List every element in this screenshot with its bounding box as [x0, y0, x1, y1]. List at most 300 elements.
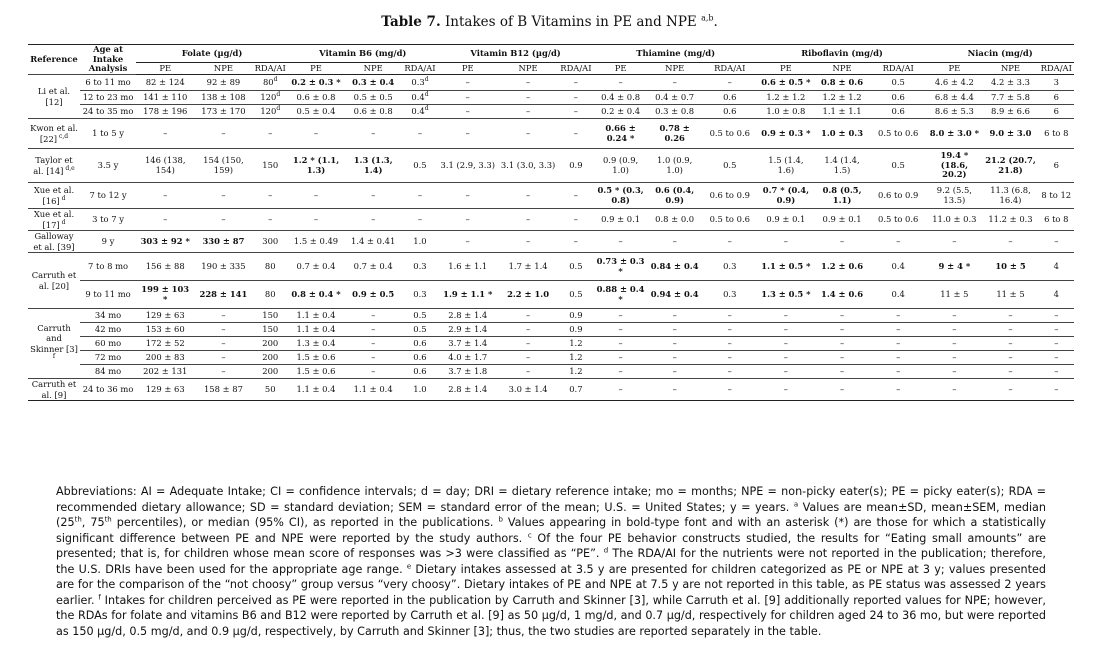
value-cell	[402, 365, 437, 379]
subheader-npe: NPE	[814, 63, 870, 75]
value-cell	[1039, 337, 1074, 351]
value-text: 0.7 ± 0.4	[353, 260, 393, 271]
footnote-mark: f	[98, 592, 101, 601]
value-cell	[136, 119, 194, 149]
value-text: –	[952, 309, 957, 320]
table-row	[28, 323, 1074, 337]
header-vitamin-b12: Vitamin B12 (µg/d)	[438, 45, 594, 63]
value-text: 50	[264, 383, 276, 394]
subheader-npe: NPE	[648, 63, 702, 75]
value-cell	[253, 309, 288, 323]
value-text: 2.8 ± 1.4	[448, 383, 488, 394]
value-text: 8.0 ± 3.0 *	[929, 127, 979, 138]
value-text: –	[573, 105, 578, 116]
value-text: 0.5	[891, 76, 905, 87]
value-cell	[594, 379, 648, 401]
table-row	[28, 119, 1074, 149]
value-text: –	[525, 105, 531, 116]
value-cell	[1039, 309, 1074, 323]
value-text: –	[672, 351, 677, 362]
value-text: –	[672, 76, 677, 87]
value-cell	[194, 323, 252, 337]
value-cell	[926, 309, 982, 323]
value-text: 0.2 ± 0.3 *	[291, 76, 341, 87]
value-text: –	[727, 337, 732, 348]
value-cell	[926, 75, 982, 91]
footnote-text: Values appearing in bold-type font and with an asterisk (*) are those for which a statistically significant difference between PE and NPE were reported by the study authors.	[56, 516, 1046, 545]
value-cell	[344, 105, 402, 119]
value-cell	[648, 309, 702, 323]
value-cell	[438, 183, 498, 209]
value-text: –	[672, 235, 677, 246]
value-cell	[758, 209, 814, 231]
value-cell	[344, 281, 402, 309]
value-text: 154 (150, 159)	[203, 154, 244, 175]
table-row	[28, 209, 1074, 231]
value-cell	[870, 379, 926, 401]
value-text: –	[221, 127, 226, 138]
value-cell	[982, 281, 1038, 309]
value-cell	[982, 309, 1038, 323]
value-cell	[702, 119, 758, 149]
age-cell: 12 to 23 mo	[80, 91, 136, 105]
value-text: 0.9 ± 0.3 *	[761, 127, 811, 138]
value-cell	[194, 351, 252, 365]
value-text: –	[573, 213, 578, 224]
reference-cell	[28, 183, 80, 209]
value-text: 300	[262, 235, 279, 246]
value-text: –	[313, 127, 319, 138]
value-cell	[498, 231, 558, 253]
subheader-rda: RDA/AI	[253, 63, 288, 75]
value-cell	[136, 75, 194, 91]
footnote-mark: d	[603, 546, 609, 555]
value-cell	[288, 365, 344, 379]
value-cell	[594, 253, 648, 281]
value-text: 1.3 ± 0.5 *	[761, 288, 811, 299]
value-cell	[926, 323, 982, 337]
value-cell	[648, 351, 702, 365]
value-cell	[438, 253, 498, 281]
value-cell	[758, 119, 814, 149]
value-cell	[870, 149, 926, 183]
value-cell	[870, 183, 926, 209]
value-cell	[702, 323, 758, 337]
value-cell	[648, 337, 702, 351]
value-cell	[1039, 231, 1074, 253]
value-text: 4.6 ± 4.2	[934, 76, 974, 87]
age-cell: 3.5 y	[80, 149, 136, 183]
value-cell	[344, 183, 402, 209]
age-cell: 84 mo	[80, 365, 136, 379]
age-cell: 3 to 7 y	[80, 209, 136, 231]
value-text: 0.6 (0.4, 0.9)	[655, 184, 695, 205]
value-text: –	[783, 365, 788, 376]
value-cell	[594, 105, 648, 119]
value-cell	[702, 105, 758, 119]
value-text: –	[783, 351, 788, 362]
value-text: 0.6 ± 0.8	[296, 91, 336, 102]
value-text: 21.2 (20.7, 21.8)	[985, 154, 1036, 175]
value-cell	[194, 253, 252, 281]
value-cell	[253, 209, 288, 231]
subheader-pe: PE	[594, 63, 648, 75]
subheader-npe: NPE	[982, 63, 1038, 75]
value-cell	[194, 281, 252, 309]
value-text: 1.1 ± 0.4	[296, 309, 336, 320]
value-cell	[402, 75, 437, 91]
value-cell	[253, 379, 288, 401]
value-text: –	[163, 189, 168, 200]
subheader-pe: PE	[136, 63, 194, 75]
value-cell	[498, 309, 558, 323]
value-text: 120	[260, 105, 277, 116]
value-text: –	[896, 337, 901, 348]
value-cell	[344, 75, 402, 91]
value-cell	[648, 105, 702, 119]
value-cell	[926, 91, 982, 105]
value-cell	[438, 105, 498, 119]
value-cell	[136, 209, 194, 231]
age-cell: 6 to 11 mo	[80, 75, 136, 91]
value-cell	[558, 379, 593, 401]
value-text: 190 ± 335	[201, 260, 246, 271]
value-cell	[758, 183, 814, 209]
value-cell	[288, 323, 344, 337]
value-cell	[498, 209, 558, 231]
footnote-text: , 75	[81, 516, 105, 529]
value-cell	[438, 309, 498, 323]
value-cell	[702, 351, 758, 365]
reference-text: Carruth et al. [9]	[31, 379, 77, 400]
value-cell	[288, 105, 344, 119]
subheader-rda: RDA/AI	[402, 63, 437, 75]
table-row	[28, 105, 1074, 119]
value-text: 228 ± 141	[199, 288, 248, 299]
value-cell	[194, 209, 252, 231]
value-text: 92 ± 89	[206, 76, 241, 87]
value-text: 0.6	[891, 91, 905, 102]
value-text: 2.8 ± 1.4	[448, 309, 488, 320]
value-text: 1.0	[413, 235, 427, 246]
value-cell	[702, 309, 758, 323]
value-text: –	[727, 351, 732, 362]
table-footnotes	[56, 484, 1046, 639]
value-cell	[136, 379, 194, 401]
value-cell	[814, 209, 870, 231]
value-text: –	[727, 323, 732, 334]
value-cell	[814, 281, 870, 309]
value-cell	[402, 209, 437, 231]
value-cell	[558, 253, 593, 281]
value-text: –	[465, 235, 470, 246]
value-cell	[648, 209, 702, 231]
table-row	[28, 183, 1074, 209]
value-text: 0.6 ± 0.5 *	[761, 76, 811, 87]
reference-text: Kwon et al. [22]	[30, 123, 78, 144]
value-text: 0.88 ± 0.4 *	[596, 283, 645, 304]
value-text: 199 ± 103 *	[141, 283, 190, 304]
value-cell	[344, 351, 402, 365]
value-text: 0.3	[413, 288, 427, 299]
value-text: 156 ± 88	[145, 260, 185, 271]
value-text: 0.73 ± 0.3 *	[596, 255, 645, 276]
value-cell	[136, 337, 194, 351]
value-text: –	[952, 351, 957, 362]
reference-cell	[28, 119, 80, 149]
value-text: 0.4 ± 0.8	[601, 91, 641, 102]
value-text: 3.1 (2.9, 3.3)	[440, 159, 496, 170]
value-text: 2.2 ± 1.0	[507, 288, 550, 299]
value-cell	[438, 337, 498, 351]
value-text: 200 ± 83	[145, 351, 185, 362]
value-cell	[288, 309, 344, 323]
value-text: 0.8 (0.5, 1.1)	[822, 184, 862, 205]
value-cell	[982, 75, 1038, 91]
value-cell	[982, 105, 1038, 119]
value-text: –	[371, 351, 376, 362]
value-text: –	[672, 383, 677, 394]
value-text: 0.84 ± 0.4	[650, 260, 699, 271]
value-cell	[758, 309, 814, 323]
value-cell	[194, 183, 252, 209]
value-cell	[498, 365, 558, 379]
value-text: –	[839, 337, 845, 348]
value-cell	[558, 337, 593, 351]
value-text: –	[525, 337, 531, 348]
value-text: –	[672, 309, 677, 320]
value-cell	[594, 337, 648, 351]
value-text: –	[465, 105, 470, 116]
value-cell	[438, 91, 498, 105]
value-cell	[1039, 323, 1074, 337]
value-text: 9 ± 4 *	[938, 260, 971, 271]
subheader-pe: PE	[926, 63, 982, 75]
value-text: 1.0	[413, 383, 427, 394]
reference-footnote: f	[52, 352, 56, 360]
header-vitamin-b6: Vitamin B6 (mg/d)	[288, 45, 438, 63]
value-cell	[814, 183, 870, 209]
value-cell	[288, 351, 344, 365]
value-text: 0.9 ± 0.5	[352, 288, 395, 299]
value-text: 0.4 ± 0.7	[655, 91, 695, 102]
value-cell	[870, 209, 926, 231]
value-cell	[402, 91, 437, 105]
value-text: 1.4 ± 0.41	[351, 235, 396, 246]
value-text: –	[313, 189, 319, 200]
value-cell	[702, 337, 758, 351]
value-cell	[926, 365, 982, 379]
value-cell	[594, 309, 648, 323]
value-cell	[253, 183, 288, 209]
value-text: 0.66 ± 0.24 *	[605, 122, 636, 143]
value-cell	[648, 119, 702, 149]
value-cell	[982, 379, 1038, 401]
value-text: –	[465, 189, 470, 200]
value-cell	[758, 75, 814, 91]
value-cell	[814, 91, 870, 105]
table-row	[28, 309, 1074, 323]
footnote-mark: a	[793, 499, 799, 508]
value-text: –	[371, 309, 376, 320]
value-text: 150	[262, 309, 279, 320]
value-cell	[498, 351, 558, 365]
footnote-text: percentiles), or median (95% CI), as reported in the publications.	[111, 516, 499, 529]
value-text: –	[573, 91, 578, 102]
value-cell	[702, 253, 758, 281]
value-cell	[402, 337, 437, 351]
value-text: 6 to 8	[1044, 213, 1069, 224]
value-cell	[438, 209, 498, 231]
footnote-text: The RDA/AI for the nutrients were not reported in the publication; therefore, the U.S. DRIs have been used for the appropriate age range.	[56, 547, 1046, 576]
value-text: 6 to 8	[1044, 127, 1069, 138]
value-cell	[982, 337, 1038, 351]
value-text: 0.5 to 0.6	[878, 127, 919, 138]
value-text: 0.5	[413, 323, 427, 334]
value-text: 178 ± 196	[143, 105, 188, 116]
value-text: –	[525, 365, 531, 376]
value-footnote: d	[273, 75, 278, 83]
value-cell	[438, 365, 498, 379]
value-text: –	[672, 365, 677, 376]
value-text: 0.6	[413, 351, 427, 362]
value-text: 0.9	[569, 309, 583, 320]
footnote-mark: e	[406, 561, 412, 570]
value-cell	[402, 253, 437, 281]
value-text: 0.78 ± 0.26	[659, 122, 690, 143]
value-cell	[344, 209, 402, 231]
value-cell	[498, 379, 558, 401]
subheader-npe: NPE	[194, 63, 252, 75]
value-text: –	[221, 323, 226, 334]
value-cell	[594, 91, 648, 105]
value-text: 0.5 to 0.6	[709, 213, 750, 224]
value-text: –	[1008, 383, 1013, 394]
subheader-pe: PE	[438, 63, 498, 75]
value-text: 1.0 ± 0.8	[766, 105, 806, 116]
value-text: 4	[1053, 288, 1059, 299]
value-text: –	[465, 76, 470, 87]
value-cell	[926, 149, 982, 183]
value-text: –	[465, 127, 470, 138]
reference-cell	[28, 75, 80, 119]
value-text: 11.3 (6.8, 16.4)	[990, 184, 1031, 205]
value-cell	[253, 365, 288, 379]
value-text: 0.9 ± 0.1	[601, 213, 641, 224]
value-text: 6	[1053, 159, 1059, 170]
value-text: 4	[1053, 260, 1059, 271]
value-text: –	[268, 127, 273, 138]
value-cell	[498, 119, 558, 149]
value-text: –	[896, 383, 901, 394]
value-cell	[1039, 149, 1074, 183]
value-text: 82 ± 124	[145, 76, 185, 87]
value-text: 11 ± 5	[996, 288, 1025, 299]
value-text: –	[465, 213, 470, 224]
value-text: 0.5 ± 0.4	[296, 105, 336, 116]
value-text: –	[525, 127, 531, 138]
value-text: 0.9 ± 0.1	[766, 213, 806, 224]
value-cell	[438, 323, 498, 337]
value-cell	[870, 253, 926, 281]
reference-cell	[28, 253, 80, 309]
value-cell	[194, 365, 252, 379]
value-text: 0.5	[891, 159, 905, 170]
value-text: 0.6	[723, 91, 737, 102]
value-text: 8 to 12	[1041, 189, 1072, 200]
value-cell	[194, 75, 252, 91]
age-cell: 24 to 36 mo	[80, 379, 136, 401]
value-cell	[870, 119, 926, 149]
age-cell: 24 to 35 mo	[80, 105, 136, 119]
value-text: –	[313, 213, 319, 224]
value-text: –	[525, 351, 531, 362]
value-text: –	[783, 383, 788, 394]
value-cell	[253, 75, 288, 91]
value-cell	[870, 309, 926, 323]
value-text: 0.5 ± 0.5	[353, 91, 393, 102]
table-row	[28, 75, 1074, 91]
value-text: 0.9 ± 0.1	[822, 213, 862, 224]
value-text: –	[1054, 365, 1059, 376]
age-cell: 60 mo	[80, 337, 136, 351]
value-cell	[438, 231, 498, 253]
value-text: 0.6 to 0.9	[709, 189, 750, 200]
reference-text: Carruth et al. [20]	[31, 270, 77, 291]
table-row	[28, 365, 1074, 379]
value-cell	[814, 323, 870, 337]
value-cell	[194, 149, 252, 183]
header-thiamine: Thiamine (mg/d)	[594, 45, 758, 63]
value-text: 0.3 ± 0.4	[352, 76, 395, 87]
value-text: –	[896, 323, 901, 334]
value-cell	[438, 119, 498, 149]
value-cell	[1039, 105, 1074, 119]
value-text: –	[839, 383, 845, 394]
footnote-text: Intakes for children perceived as PE were reported in the publication by Carruth and Skinner [3], while Carruth et al. [9] additionally reported values for NPE; however, the RDAs for folate and vitamins B6 and B12 were reported by Carruth et al. [9] as 50 µg/d, 1 mg/d, and 0.7 µg/d, respectively for children aged 24 to 36 mo, but were reported as 150 µg/d, 0.5 mg/d, and 0.9 µg/d, respectively, by Carruth and Skinner [3]; thus, the two studies are reported separately in the table.	[56, 593, 1046, 638]
value-text: 1.7 ± 1.4	[508, 260, 548, 271]
value-cell	[402, 183, 437, 209]
reference-text: Xue et al. [16]	[33, 185, 75, 206]
value-text: 1.5 ± 0.6	[296, 351, 336, 362]
value-cell	[344, 365, 402, 379]
value-text: –	[952, 323, 957, 334]
value-text: –	[573, 189, 578, 200]
value-cell	[194, 231, 252, 253]
value-cell	[926, 351, 982, 365]
value-cell	[253, 337, 288, 351]
value-cell	[594, 231, 648, 253]
vitamin-intake-table	[28, 44, 1074, 401]
value-text: 303 ± 92 *	[140, 235, 190, 246]
value-cell	[648, 75, 702, 91]
value-text: –	[221, 351, 226, 362]
value-cell	[558, 105, 593, 119]
age-cell: 1 to 5 y	[80, 119, 136, 149]
value-cell	[982, 231, 1038, 253]
value-text: –	[896, 235, 901, 246]
value-cell	[702, 183, 758, 209]
value-text: 0.5 * (0.3, 0.8)	[597, 184, 644, 205]
value-text: 8.9 ± 6.6	[991, 105, 1030, 116]
value-cell	[194, 105, 252, 119]
value-cell	[1039, 209, 1074, 231]
value-cell	[402, 281, 437, 309]
value-text: 1.2	[569, 365, 583, 376]
value-text: 3.1 (3.0, 3.3)	[500, 159, 556, 170]
value-text: –	[727, 309, 732, 320]
value-text: 0.5	[723, 159, 737, 170]
